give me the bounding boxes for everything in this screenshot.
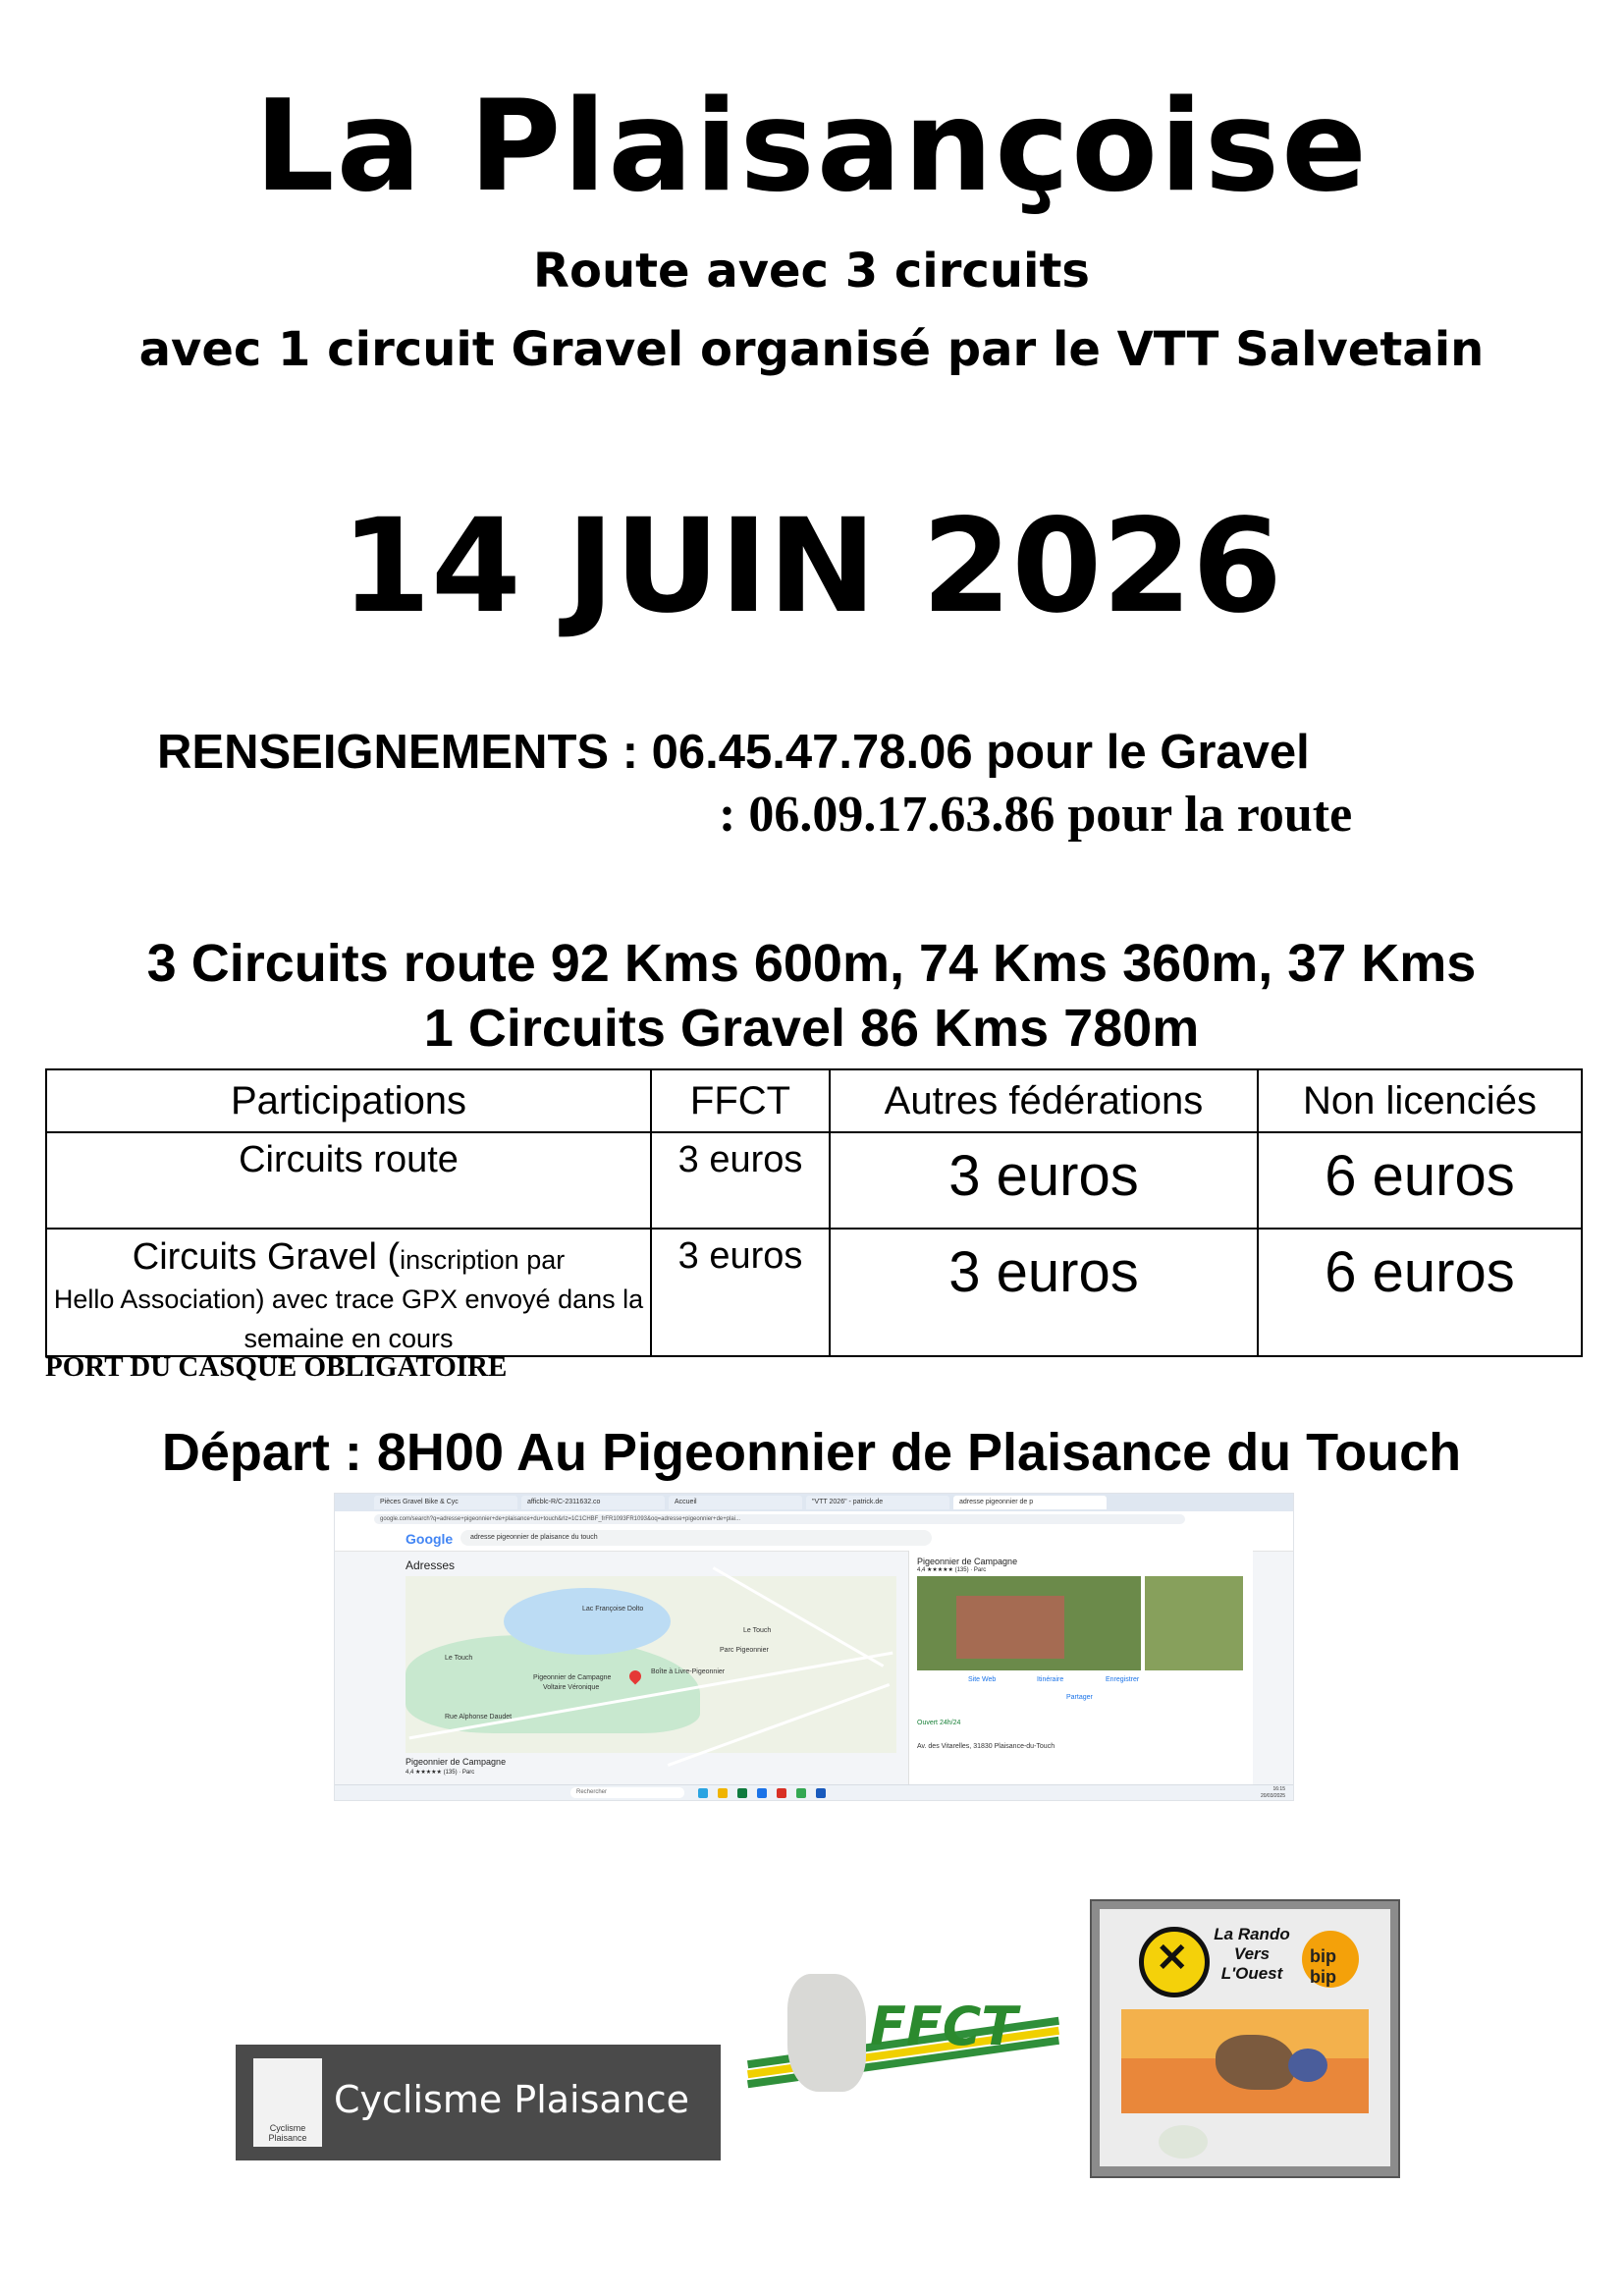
- small-emblem: [1159, 2125, 1208, 2159]
- bip-text: bip bip: [1310, 1946, 1336, 1987]
- panel-title: Pigeonnier de Campagne: [917, 1557, 1018, 1566]
- coyote-figure: [1216, 2035, 1294, 2090]
- map-label: Boîte à Livre-Pigeonnier: [651, 1668, 726, 1675]
- app-icon: [777, 1788, 786, 1798]
- map-view: [406, 1576, 896, 1753]
- cell-non-licencies: 6 euros: [1258, 1132, 1582, 1229]
- la-rando-title: La Rando Vers L'Ouest: [1214, 1925, 1290, 1983]
- panel-rating: 4,4 ★★★★★ (135) · Parc: [917, 1567, 987, 1573]
- vtt-salvetain-logo: [1139, 1927, 1210, 1997]
- header-autres-federations: Autres fédérations: [830, 1069, 1258, 1132]
- subtitle-gravel: avec 1 circuit Gravel organisé par le VTT Salvetain: [138, 322, 1485, 377]
- table-row: [46, 1229, 1582, 1356]
- clock-time: 16:15: [1272, 1786, 1285, 1792]
- place-photo: [917, 1576, 1141, 1670]
- table-row: [46, 1132, 1582, 1229]
- app-icon: [698, 1788, 708, 1798]
- map-label: Le Touch: [445, 1655, 473, 1662]
- cell-participation-small: inscription par: [400, 1245, 566, 1275]
- save-button: Enregistrer: [1106, 1676, 1140, 1683]
- cell-ffct: 3 euros: [651, 1229, 830, 1356]
- browser-tab-bar: [335, 1494, 1293, 1511]
- map-screenshot: [334, 1493, 1294, 1801]
- cell-non-licencies: 6 euros: [1258, 1229, 1582, 1356]
- map-label: Le Touch: [743, 1627, 772, 1634]
- taskbar: [335, 1784, 1293, 1801]
- map-label: Lac Françoise Dolto: [582, 1606, 644, 1613]
- google-search-input: adresse pigeonnier de plaisance du touch: [460, 1530, 932, 1546]
- ffct-logo: [727, 1944, 1060, 2141]
- circuits-gravel: 1 Circuits Gravel 86 Kms 780m: [423, 999, 1200, 1058]
- renseignements-route: : 06.09.17.63.86 pour la route: [719, 787, 1353, 843]
- cell-participation: [46, 1229, 651, 1356]
- url-text: google.com/search?q=adresse+pigeonnier+de+plaisance+du+touch&rlz=1C1CHBF_frFR1093FR1093&oq=adresse+pigeonnier+de+plai...: [374, 1514, 1185, 1524]
- cell-participation-main: Circuits Gravel (: [132, 1236, 401, 1278]
- clock-date: 20/03/2025: [1260, 1793, 1285, 1799]
- place-panel: [908, 1551, 1253, 1784]
- cyclisme-plaisance-text: Cyclisme Plaisance: [334, 2078, 690, 2121]
- cyclisme-plaisance-logo: [236, 2045, 721, 2160]
- result-rating: 4,4 ★★★★★ (135) · Parc: [406, 1770, 475, 1776]
- map-label: Voltaire Véronique: [543, 1684, 600, 1691]
- opening-hours: Ouvert 24h/24: [917, 1720, 961, 1726]
- bip-bip-logo: [1302, 1931, 1359, 1988]
- google-search-bar: [335, 1527, 1293, 1552]
- map-road: [668, 1683, 891, 1767]
- header-participations: Participations: [46, 1069, 651, 1132]
- place-address: Av. des Vitarelles, 31830 Plaisance-du-Touch: [917, 1743, 1055, 1750]
- vtt-salvetain-poster: [1090, 1899, 1400, 2178]
- folder-icon: [718, 1788, 728, 1798]
- result-name: Pigeonnier de Campagne: [406, 1757, 507, 1767]
- departure-info: Départ : 8H00 Au Pigeonnier de Plaisance du Touch: [161, 1423, 1462, 1482]
- share-button: Partager: [1066, 1694, 1093, 1701]
- place-photo: [1145, 1576, 1243, 1670]
- browser-tab: adresse pigeonnier de p: [953, 1496, 1107, 1509]
- riders-icon: [787, 1974, 866, 2092]
- map-lake: [504, 1588, 671, 1655]
- map-label: Pigeonnier de Campagne: [533, 1674, 612, 1681]
- table-header-row: [46, 1069, 1582, 1132]
- cell-participation-rest: Hello Association) avec trace GPX envoyé dans la semaine en cours: [53, 1285, 644, 1353]
- taskbar-search: Rechercher: [570, 1787, 684, 1798]
- browser-tab: "VTT 2026" - patrick.de: [806, 1496, 949, 1509]
- cyclisme-plaisance-small-text: Cyclisme Plaisance: [268, 2123, 307, 2143]
- road-runner-figure: [1288, 2049, 1327, 2082]
- poster-inner: [1100, 1909, 1390, 2166]
- renseignements-gravel: RENSEIGNEMENTS : 06.45.47.78.06 pour le Gravel: [157, 726, 1310, 779]
- browser-tab: Accueil: [669, 1496, 802, 1509]
- google-logo: Google: [406, 1531, 454, 1547]
- cell-participation: Circuits route: [46, 1132, 651, 1229]
- helmet-notice: PORT DU CASQUE OBLIGATOIRE: [45, 1351, 508, 1383]
- word-icon: [816, 1788, 826, 1798]
- road-runner-illustration: [1121, 2009, 1369, 2113]
- map-label: Parc Pigeonnier: [720, 1647, 769, 1654]
- app-icon: [737, 1788, 747, 1798]
- browser-tab: afficblc-R/C-2311632.co: [521, 1496, 665, 1509]
- price-table: [45, 1068, 1583, 1357]
- house-shape: [956, 1596, 1064, 1659]
- header-non-licencies: Non licenciés: [1258, 1069, 1582, 1132]
- subtitle-route: Route avec 3 circuits: [533, 244, 1090, 299]
- vtt-logo-mark: ✕: [1156, 1937, 1189, 1980]
- page-title: La Plaisançoise: [254, 74, 1369, 220]
- taskbar-clock: [1261, 1786, 1285, 1800]
- cell-autres: 3 euros: [830, 1132, 1258, 1229]
- ffct-text: FFCT: [870, 1995, 1018, 2057]
- circuits-route: 3 Circuits route 92 Kms 600m, 74 Kms 360m, 37 Kms: [146, 934, 1477, 993]
- map-label: Rue Alphonse Daudet: [445, 1714, 513, 1721]
- cell-ffct: 3 euros: [651, 1132, 830, 1229]
- browser-tab: Pièces Gravel Bike & Cyc: [374, 1496, 517, 1509]
- website-button: Site Web: [968, 1676, 997, 1683]
- event-date: 14 JUIN 2026: [341, 491, 1282, 642]
- cell-autres: 3 euros: [830, 1229, 1258, 1356]
- results-heading: Adresses: [406, 1558, 456, 1572]
- chrome-icon: [796, 1788, 806, 1798]
- app-icon: [757, 1788, 767, 1798]
- directions-button: Itinéraire: [1037, 1676, 1064, 1683]
- header-ffct: FFCT: [651, 1069, 830, 1132]
- address-bar: [335, 1511, 1293, 1527]
